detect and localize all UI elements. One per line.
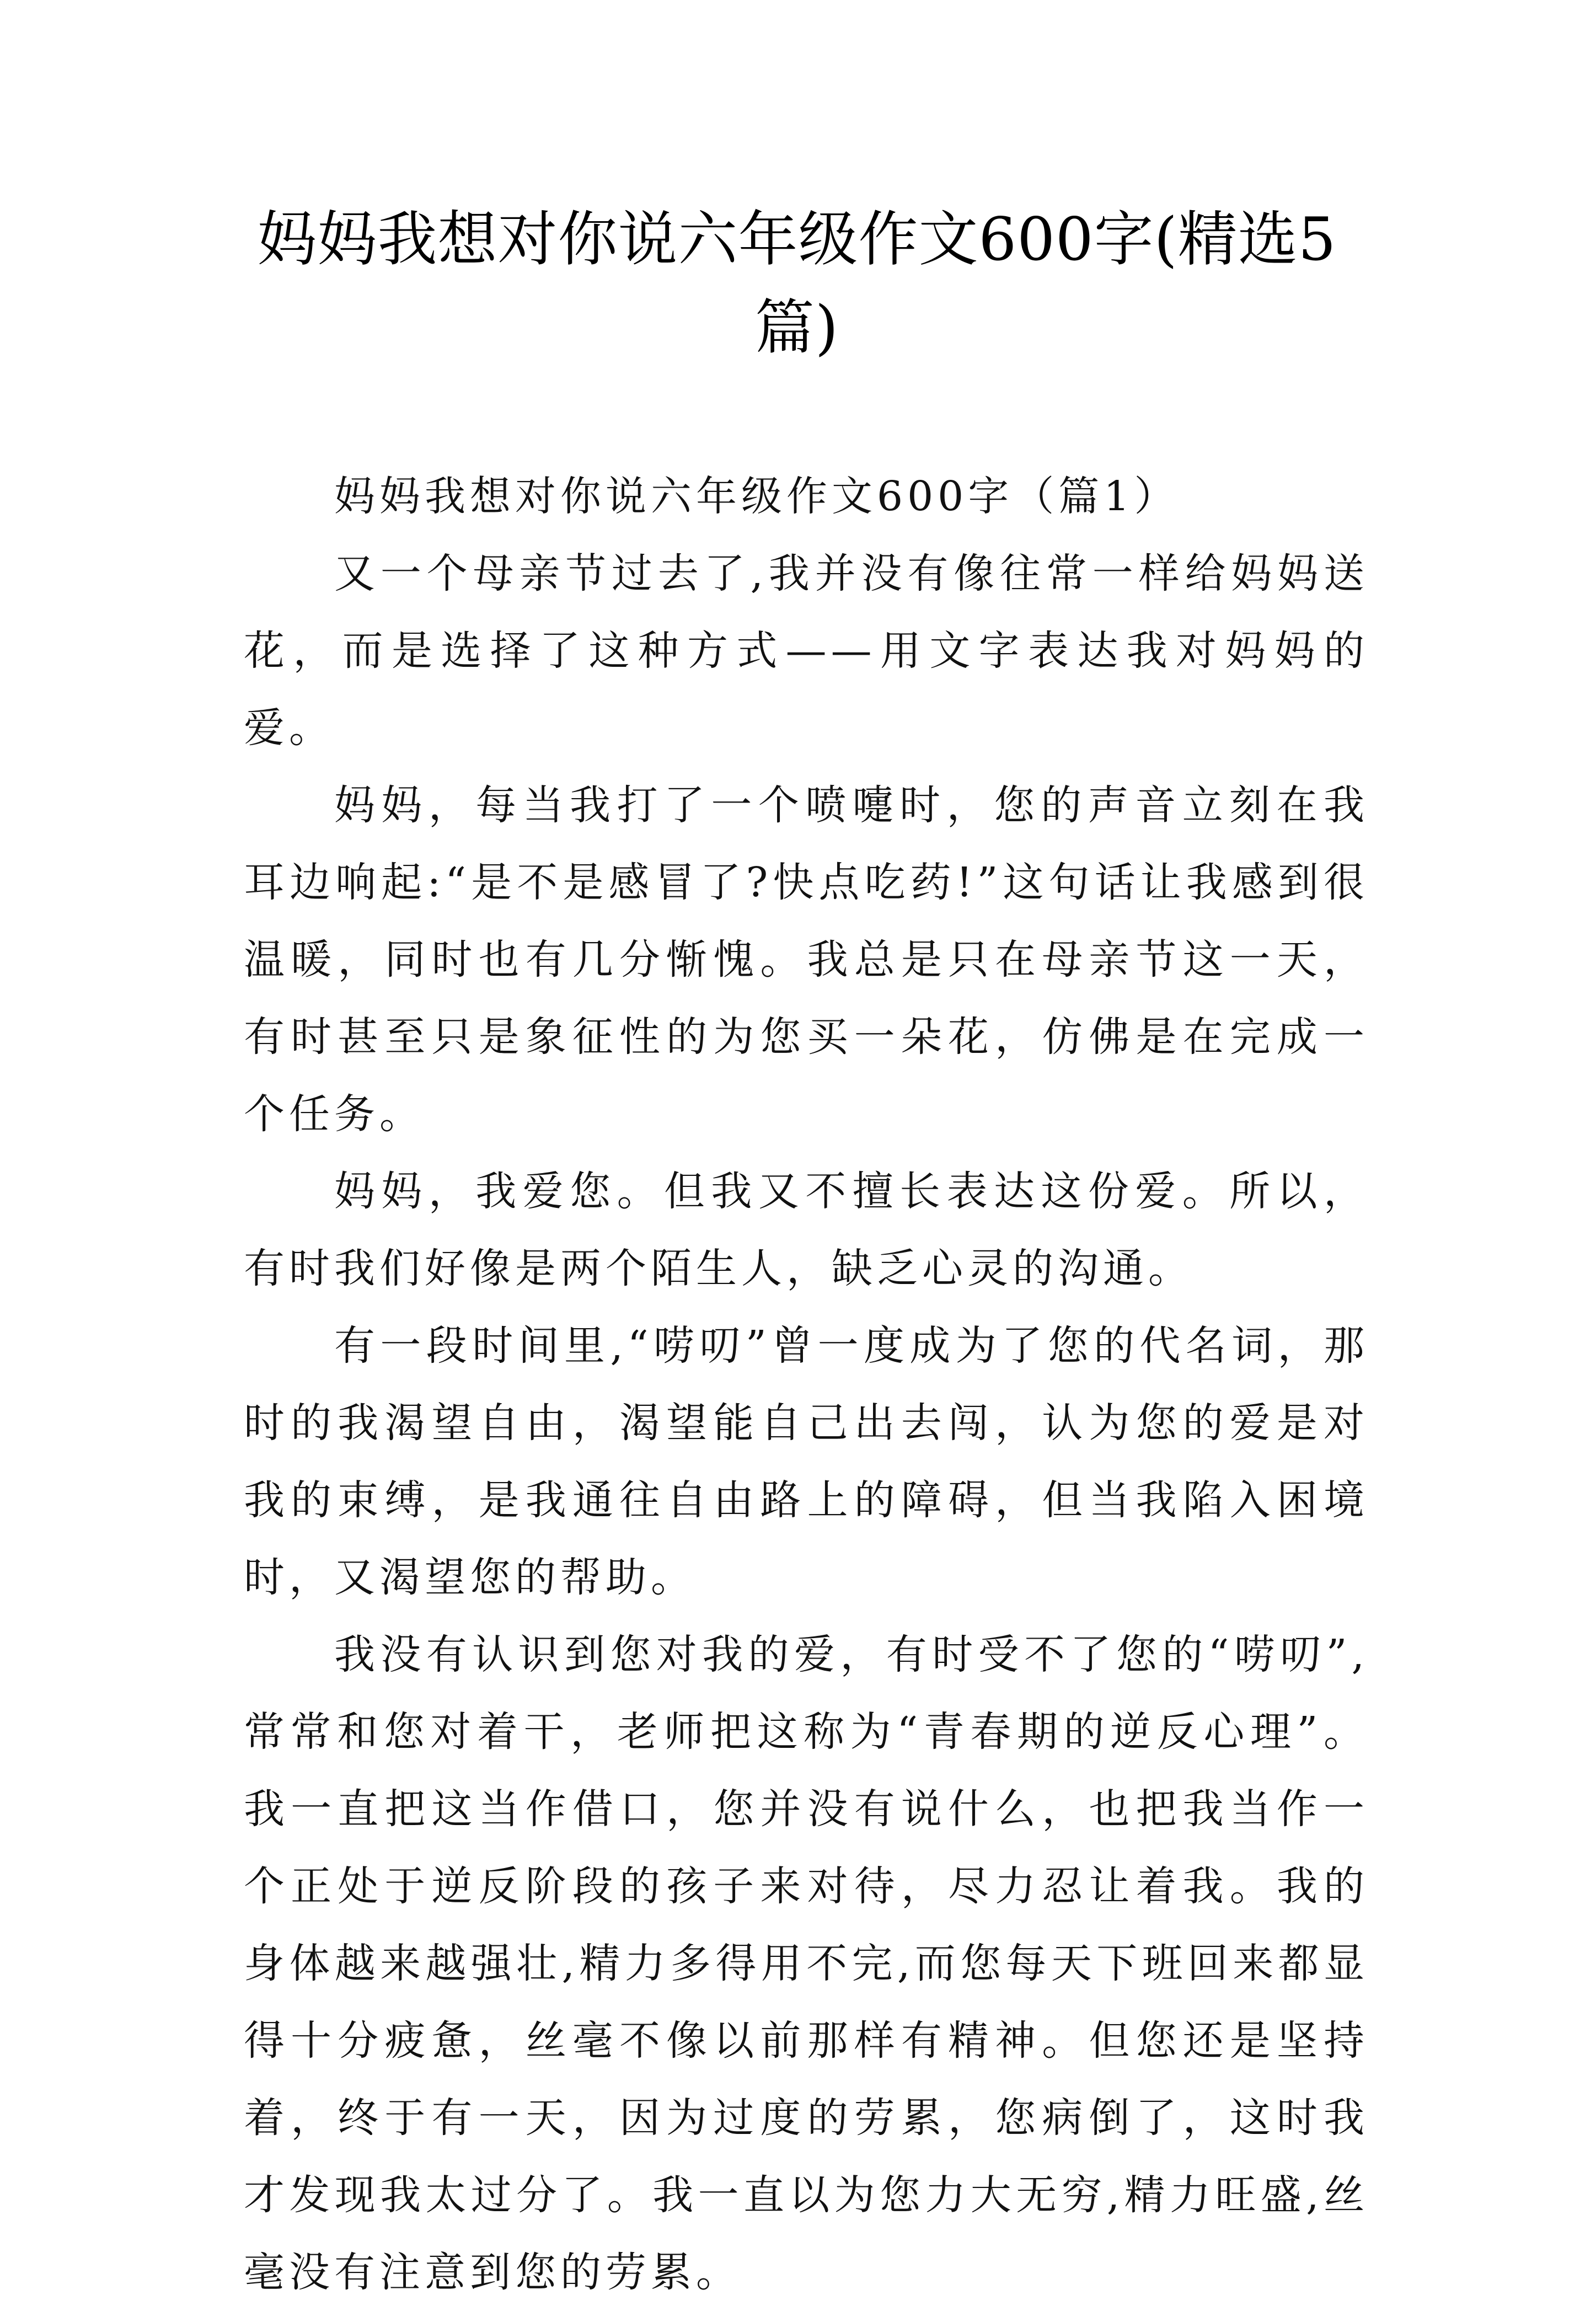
paragraph: 妈妈，每当我打了一个喷嚏时，您的声音立刻在我耳边响起:“是不是感冒了?快点吃药!”这句话让我感到很温暖，同时也有几分惭愧。我总是只在母亲节这一天，有时甚至只是象征性的为您买一朵花，仿佛是在完成一个任务。	[244, 782, 1369, 1138]
document-body	[244, 458, 1369, 2311]
section-heading: 妈妈我想对你说六年级作文600字（篇1）	[334, 473, 1180, 520]
document-title: 妈妈我想对你说六年级作文600字(精选5篇)	[257, 205, 1337, 362]
paragraph: 我没有认识到您对我的爱，有时受不了您的“唠叨”,常常和您对着干，老师把这称为“青春期的逆反心理”。我一直把这当作借口，您并没有说什么，也把我当作一个正处于逆反阶段的孩子来对待，尽力忍让着我。我的身体越来越强壮,精力多得用不完,而您每天下班回来都显得十分疲惫，丝毫不像以前那样有精神。但您还是坚持着，终于有一天，因为过度的劳累，您病倒了，这时我才发现我太过分了。我一直以为您力大无穷,精力旺盛,丝毫没有注意到您的劳累。	[244, 1631, 1369, 2296]
paragraph: 妈妈，我爱您。但我又不擅长表达这份爱。所以，有时我们好像是两个陌生人，缺乏心灵的沟通。	[244, 1168, 1369, 1292]
paragraph: 有一段时间里,“唠叨”曾一度成为了您的代名词，那时的我渴望自由，渴望能自己出去闯，认为您的爱是对我的束缚，是我通往自由路上的障碍，但当我陷入困境时，又渴望您的帮助。	[244, 1322, 1369, 1601]
paragraph: 又一个母亲节过去了,我并没有像往常一样给妈妈送花，而是选择了这种方式——用文字表达我对妈妈的爱。	[244, 550, 1369, 752]
